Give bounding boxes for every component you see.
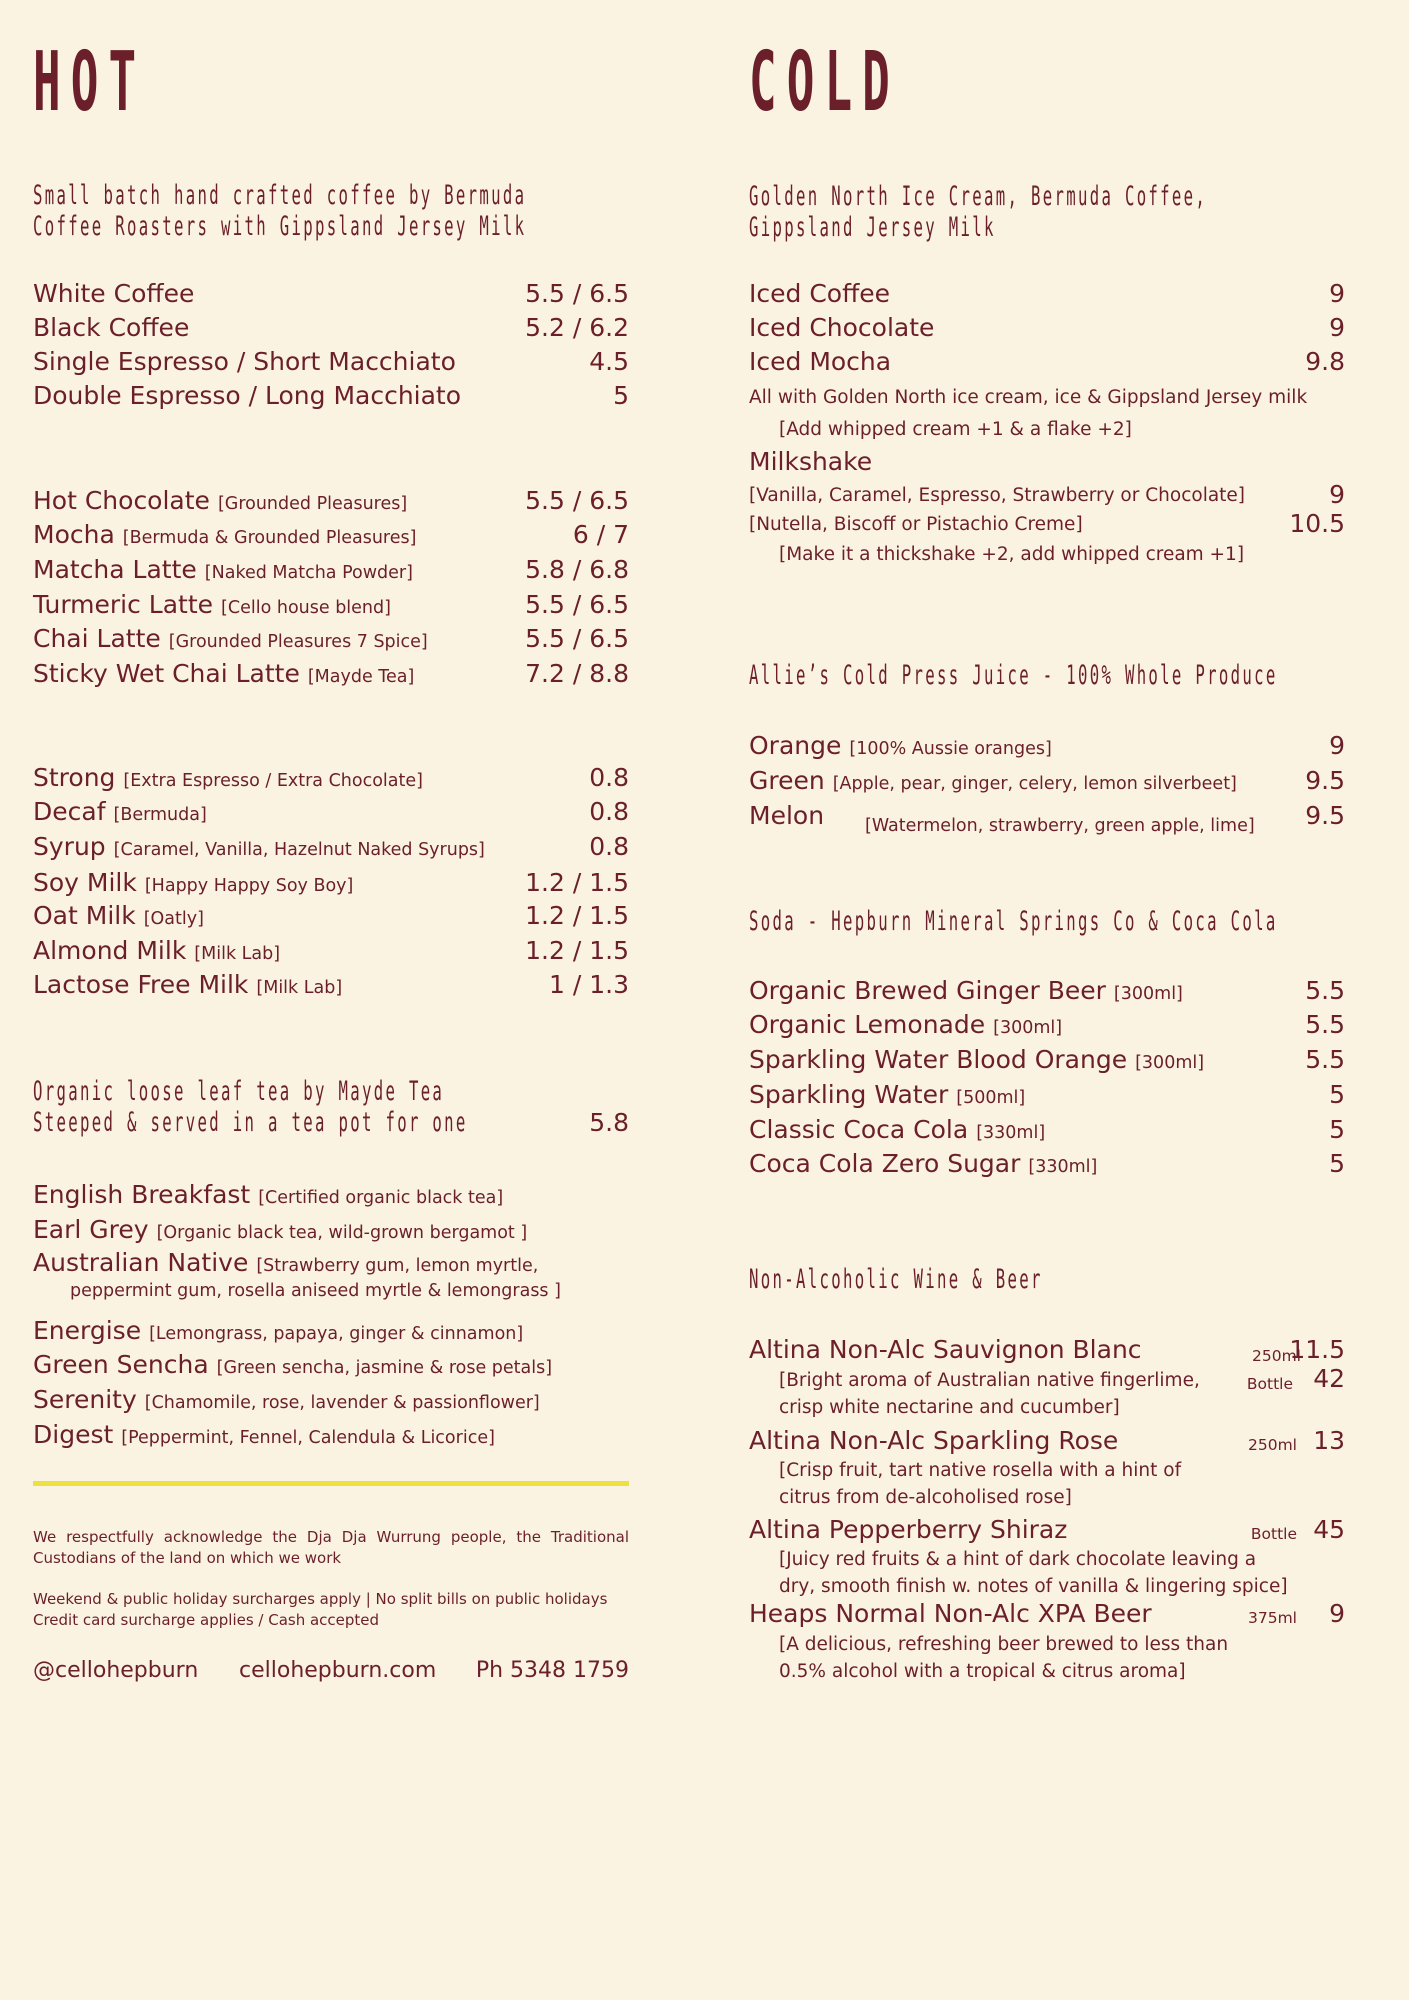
item-price: 11.5 (1289, 1335, 1345, 1364)
item-price: 0.8 (589, 797, 629, 826)
tea-australian-native-note-cont: peppermint gum, rosella aniseed myrtle & lemongrass ] (70, 1281, 561, 1301)
item-price: 5.5 (1305, 976, 1345, 1005)
land-acknowledgement: We respectfully acknowledge the Dja Dja Wurrung people, the Traditional Custodians of the land on which we work (33, 1528, 629, 1567)
item-price: 5.5 / 6.5 (525, 624, 629, 653)
phone-number[interactable]: Ph 5348 1759 (475, 1658, 629, 1683)
item-note: [Grounded Pleasures] (217, 494, 408, 514)
item-note: [Chamomile, rose, lavender & passionflower] (144, 1393, 540, 1413)
size-375ml: 375ml (1248, 1609, 1297, 1627)
iced-caption-line-2: Gippsland Jersey Milk (749, 212, 996, 243)
iced-caption-line-1: Golden North Ice Cream, Bermuda Coffee, (749, 181, 1208, 212)
item-note: [Organic black tea, wild-grown bergamot ] (156, 1223, 528, 1243)
menu-item-chai-latte: Chai Latte [Grounded Pleasures 7 Spice] 5.5 / 6.5 (33, 622, 629, 656)
item-price: 13 (1313, 1426, 1345, 1455)
instagram-handle[interactable]: @cellohepburn (33, 1658, 199, 1683)
nonalc-desc: [Juicy red fruits & a hint of dark chocolate leaving a (779, 1549, 1257, 1570)
iced-addon: [Add whipped cream +1 & a flake +2] (779, 419, 1132, 440)
size-250ml: 250ml (1252, 1347, 1301, 1365)
item-note: [Watermelon, strawberry, green apple, lime] (865, 816, 1255, 836)
item-price: 0.8 (589, 763, 629, 792)
tea-serenity: Serenity [Chamomile, rose, lavender & passionflower] (33, 1385, 540, 1414)
item-price: 9 (1329, 1599, 1345, 1628)
item-price: 5 (1329, 1080, 1345, 1109)
item-price: 6 / 7 (572, 520, 629, 549)
coffee-caption-line-1: Small batch hand crafted coffee by Bermuda (33, 180, 527, 211)
tea-energise: Energise [Lemongrass, papaya, ginger & cinnamon] (33, 1316, 524, 1345)
item-price: 5.5 / 6.5 (525, 486, 629, 515)
item-note: [Peppermint, Fennel, Calendula & Licorice] (121, 1428, 495, 1448)
item-note: [Strawberry gum, lemon myrtle, (256, 1256, 539, 1276)
item-note: [300ml] (1113, 984, 1183, 1004)
soda-coca-cola: Classic Coca Cola [330ml] 5 (749, 1113, 1345, 1147)
extra-decaf: Decaf [Bermuda] 0.8 (33, 795, 629, 829)
item-note: [Cello house blend] (221, 598, 391, 618)
item-note: [500ml] (956, 1088, 1026, 1108)
item-price: 5.5 / 6.5 (525, 590, 629, 619)
item-price: 9.8 (1305, 347, 1345, 376)
menu-item-black-coffee: Black Coffee 5.2 / 6.2 (33, 311, 629, 345)
nonalc-desc: [Bright aroma of Australian native fingerlime, (779, 1370, 1200, 1391)
juice-melon: Melon [Watermelon, strawberry, green apple, lime] 9.5 (749, 799, 1345, 833)
item-price: 1.2 / 1.5 (525, 901, 629, 930)
item-price: 5.5 (1305, 1045, 1345, 1074)
tea-earl-grey: Earl Grey [Organic black tea, wild-grown bergamot ] (33, 1215, 528, 1244)
juice-orange: Orange [100% Aussie oranges] 9 (749, 729, 1345, 763)
item-price: 9.5 (1305, 766, 1345, 795)
item-price: 45 (1313, 1515, 1345, 1544)
iced-note: All with Golden North ice cream, ice & Gippsland Jersey milk (749, 387, 1308, 408)
soda-caption: Soda - Hepburn Mineral Springs Co & Coca Cola (749, 906, 1278, 937)
item-note: [Green sencha, jasmine & rose petals] (216, 1358, 553, 1378)
item-note: [Naked Matcha Powder] (204, 563, 413, 583)
item-note: [Certified organic black tea] (258, 1188, 504, 1208)
item-note: [Bermuda & Grounded Pleasures] (122, 528, 417, 548)
item-note: [330ml] (976, 1123, 1046, 1143)
item-price: 5 (613, 381, 629, 410)
soda-coke-zero: Coca Cola Zero Sugar [330ml] 5 (749, 1147, 1345, 1181)
nonalc-caption: Non-Alcoholic Wine & Beer (749, 1264, 1043, 1295)
extra-soy-milk: Soy Milk [Happy Happy Soy Boy] 1.2 / 1.5 (33, 866, 629, 900)
nonalc-desc: [A delicious, refreshing beer brewed to less than (779, 1634, 1229, 1655)
menu-item-double-espresso: Double Espresso / Long Macchiato 5 (33, 379, 629, 413)
yellow-divider (33, 1481, 629, 1486)
item-price: 5.2 / 6.2 (525, 313, 629, 342)
item-note: [Grounded Pleasures 7 Spice] (168, 632, 428, 652)
item-note: [Happy Happy Soy Boy] (144, 876, 354, 896)
menu-item-milkshake: Milkshake (749, 447, 873, 476)
tea-caption-line-1: Organic loose leaf tea by Mayde Tea (33, 1076, 445, 1107)
item-price: 9 (1329, 279, 1345, 308)
menu-item-single-espresso: Single Espresso / Short Macchiato 4.5 (33, 345, 629, 379)
menu-item-matcha-latte: Matcha Latte [Naked Matcha Powder] 5.8 / 6.8 (33, 553, 629, 587)
soda-sparkling-blood-orange: Sparkling Water Blood Orange [300ml] 5.5 (749, 1043, 1345, 1077)
nonalc-pepperberry-shiraz: Altina Pepperberry Shiraz 45 (749, 1513, 1345, 1547)
item-price: 5.5 (1305, 1010, 1345, 1039)
item-price: 9.5 (1305, 801, 1345, 830)
item-price: 5.8 / 6.8 (525, 555, 629, 584)
item-price: 1 / 1.3 (549, 970, 629, 999)
item-note: [300ml] (1135, 1053, 1205, 1073)
milkshake-price-2: 10.5 (1289, 509, 1345, 538)
nonalc-desc: citrus from de-alcoholised rose] (779, 1487, 1072, 1508)
size-bottle: Bottle (1246, 1375, 1293, 1393)
item-price: 5 (1329, 1115, 1345, 1144)
menu-item-white-coffee: White Coffee 5.5 / 6.5 (33, 277, 629, 311)
tea-digest: Digest [Peppermint, Fennel, Calendula & Licorice] (33, 1420, 495, 1449)
hot-title: HOT (33, 35, 147, 130)
nonalc-sparkling-rose: Altina Non-Alc Sparkling Rose 13 (749, 1424, 1345, 1458)
tea-green-sencha: Green Sencha [Green sencha, jasmine & rose petals] (33, 1350, 553, 1379)
item-price: 4.5 (589, 347, 629, 376)
juice-caption: Allie’s Cold Press Juice - 100% Whole Produce (749, 660, 1278, 691)
milkshake-price-1: 9 (1329, 480, 1345, 509)
tea-price: 5.8 (589, 1108, 629, 1137)
extra-lactose-free-milk: Lactose Free Milk [Milk Lab] 1 / 1.3 (33, 968, 629, 1002)
menu-item-iced-mocha: Iced Mocha 9.8 (749, 345, 1345, 379)
soda-sparkling-water: Sparkling Water [500ml] 5 (749, 1078, 1345, 1112)
surcharge-note-2: Credit card surcharge applies / Cash accepted (33, 1611, 380, 1629)
item-note: [Extra Espresso / Extra Chocolate] (123, 771, 423, 791)
soda-lemonade: Organic Lemonade [300ml] 5.5 (749, 1008, 1345, 1042)
milkshake-flavours-2: [Nutella, Biscoff or Pistachio Creme] (749, 514, 1083, 535)
extra-syrup: Syrup [Caramel, Vanilla, Hazelnut Naked Syrups] 0.8 (33, 830, 629, 864)
item-price: 9 (1329, 313, 1345, 342)
menu-item-mocha: Mocha [Bermuda & Grounded Pleasures] 6 / 7 (33, 518, 629, 552)
size-250ml: 250ml (1248, 1436, 1297, 1454)
extra-oat-milk: Oat Milk [Oatly] 1.2 / 1.5 (33, 899, 629, 933)
item-note: [100% Aussie oranges] (849, 739, 1052, 759)
juice-green: Green [Apple, pear, ginger, celery, lemon silverbeet] 9.5 (749, 764, 1345, 798)
size-bottle: Bottle (1250, 1525, 1297, 1543)
coffee-caption-line-2: Coffee Roasters with Gippsland Jersey Milk (33, 211, 527, 242)
website-link[interactable]: cellohepburn.com (239, 1658, 437, 1683)
extra-almond-milk: Almond Milk [Milk Lab] 1.2 / 1.5 (33, 934, 629, 968)
item-note: [Oatly] (143, 909, 204, 929)
item-note: [Apple, pear, ginger, celery, lemon silverbeet] (832, 774, 1237, 794)
item-price: 9 (1329, 731, 1345, 760)
nonalc-desc: 0.5% alcohol with a tropical & citrus aroma] (779, 1661, 1186, 1682)
item-note: [Bermuda] (113, 805, 207, 825)
item-price: 1.2 / 1.5 (525, 936, 629, 965)
item-price: 1.2 / 1.5 (525, 868, 629, 897)
milkshake-addon: [Make it a thickshake +2, add whipped cream +1] (779, 544, 1245, 565)
tea-australian-native: Australian Native [Strawberry gum, lemon myrtle, (33, 1248, 539, 1277)
extra-strong: Strong [Extra Espresso / Extra Chocolate] 0.8 (33, 761, 629, 795)
item-price: 0.8 (589, 832, 629, 861)
cold-title: COLD (749, 35, 900, 130)
menu-item-turmeric-latte: Turmeric Latte [Cello house blend] 5.5 / 6.5 (33, 588, 629, 622)
nonalc-desc: dry, smooth finish w. notes of vanilla & lingering spice] (779, 1576, 1288, 1597)
item-note: [Milk Lab] (194, 944, 281, 964)
milkshake-flavours-1: [Vanilla, Caramel, Espresso, Strawberry or Chocolate] (749, 485, 1246, 506)
nonalc-desc: crisp white nectarine and cucumber] (779, 1397, 1120, 1418)
nonalc-bottle-price: 42 (1313, 1364, 1345, 1393)
menu-item-hot-chocolate: Hot Chocolate [Grounded Pleasures] 5.5 / 6.5 (33, 484, 629, 518)
menu-item-sticky-wet-chai: Sticky Wet Chai Latte [Mayde Tea] 7.2 / 8.8 (33, 657, 629, 691)
tea-english-breakfast: English Breakfast [Certified organic black tea] (33, 1180, 504, 1209)
nonalc-xpa-beer: Heaps Normal Non-Alc XPA Beer 9 (749, 1597, 1345, 1631)
item-note: [Milk Lab] (256, 978, 343, 998)
item-price: 5.5 / 6.5 (525, 279, 629, 308)
item-price: 7.2 / 8.8 (525, 659, 629, 688)
nonalc-desc: [Crisp fruit, tart native rosella with a hint of (779, 1460, 1182, 1481)
item-price: 5 (1329, 1149, 1345, 1178)
item-note: [Mayde Tea] (307, 667, 415, 687)
item-note: [330ml] (1028, 1157, 1098, 1177)
item-note: [Caramel, Vanilla, Hazelnut Naked Syrups] (113, 840, 485, 860)
surcharge-note-1: Weekend & public holiday surcharges apply | No split bills on public holidays (33, 1590, 608, 1608)
menu-item-iced-coffee: Iced Coffee 9 (749, 277, 1345, 311)
menu-item-iced-chocolate: Iced Chocolate 9 (749, 311, 1345, 345)
item-note: [Lemongrass, papaya, ginger & cinnamon] (149, 1324, 524, 1344)
soda-ginger-beer: Organic Brewed Ginger Beer [300ml] 5.5 (749, 974, 1345, 1008)
nonalc-sauvignon-blanc: Altina Non-Alc Sauvignon Blanc 11.5 (749, 1333, 1345, 1367)
item-note: [300ml] (993, 1018, 1063, 1038)
tea-caption-line-2: Steeped & served in a tea pot for one (33, 1107, 468, 1138)
